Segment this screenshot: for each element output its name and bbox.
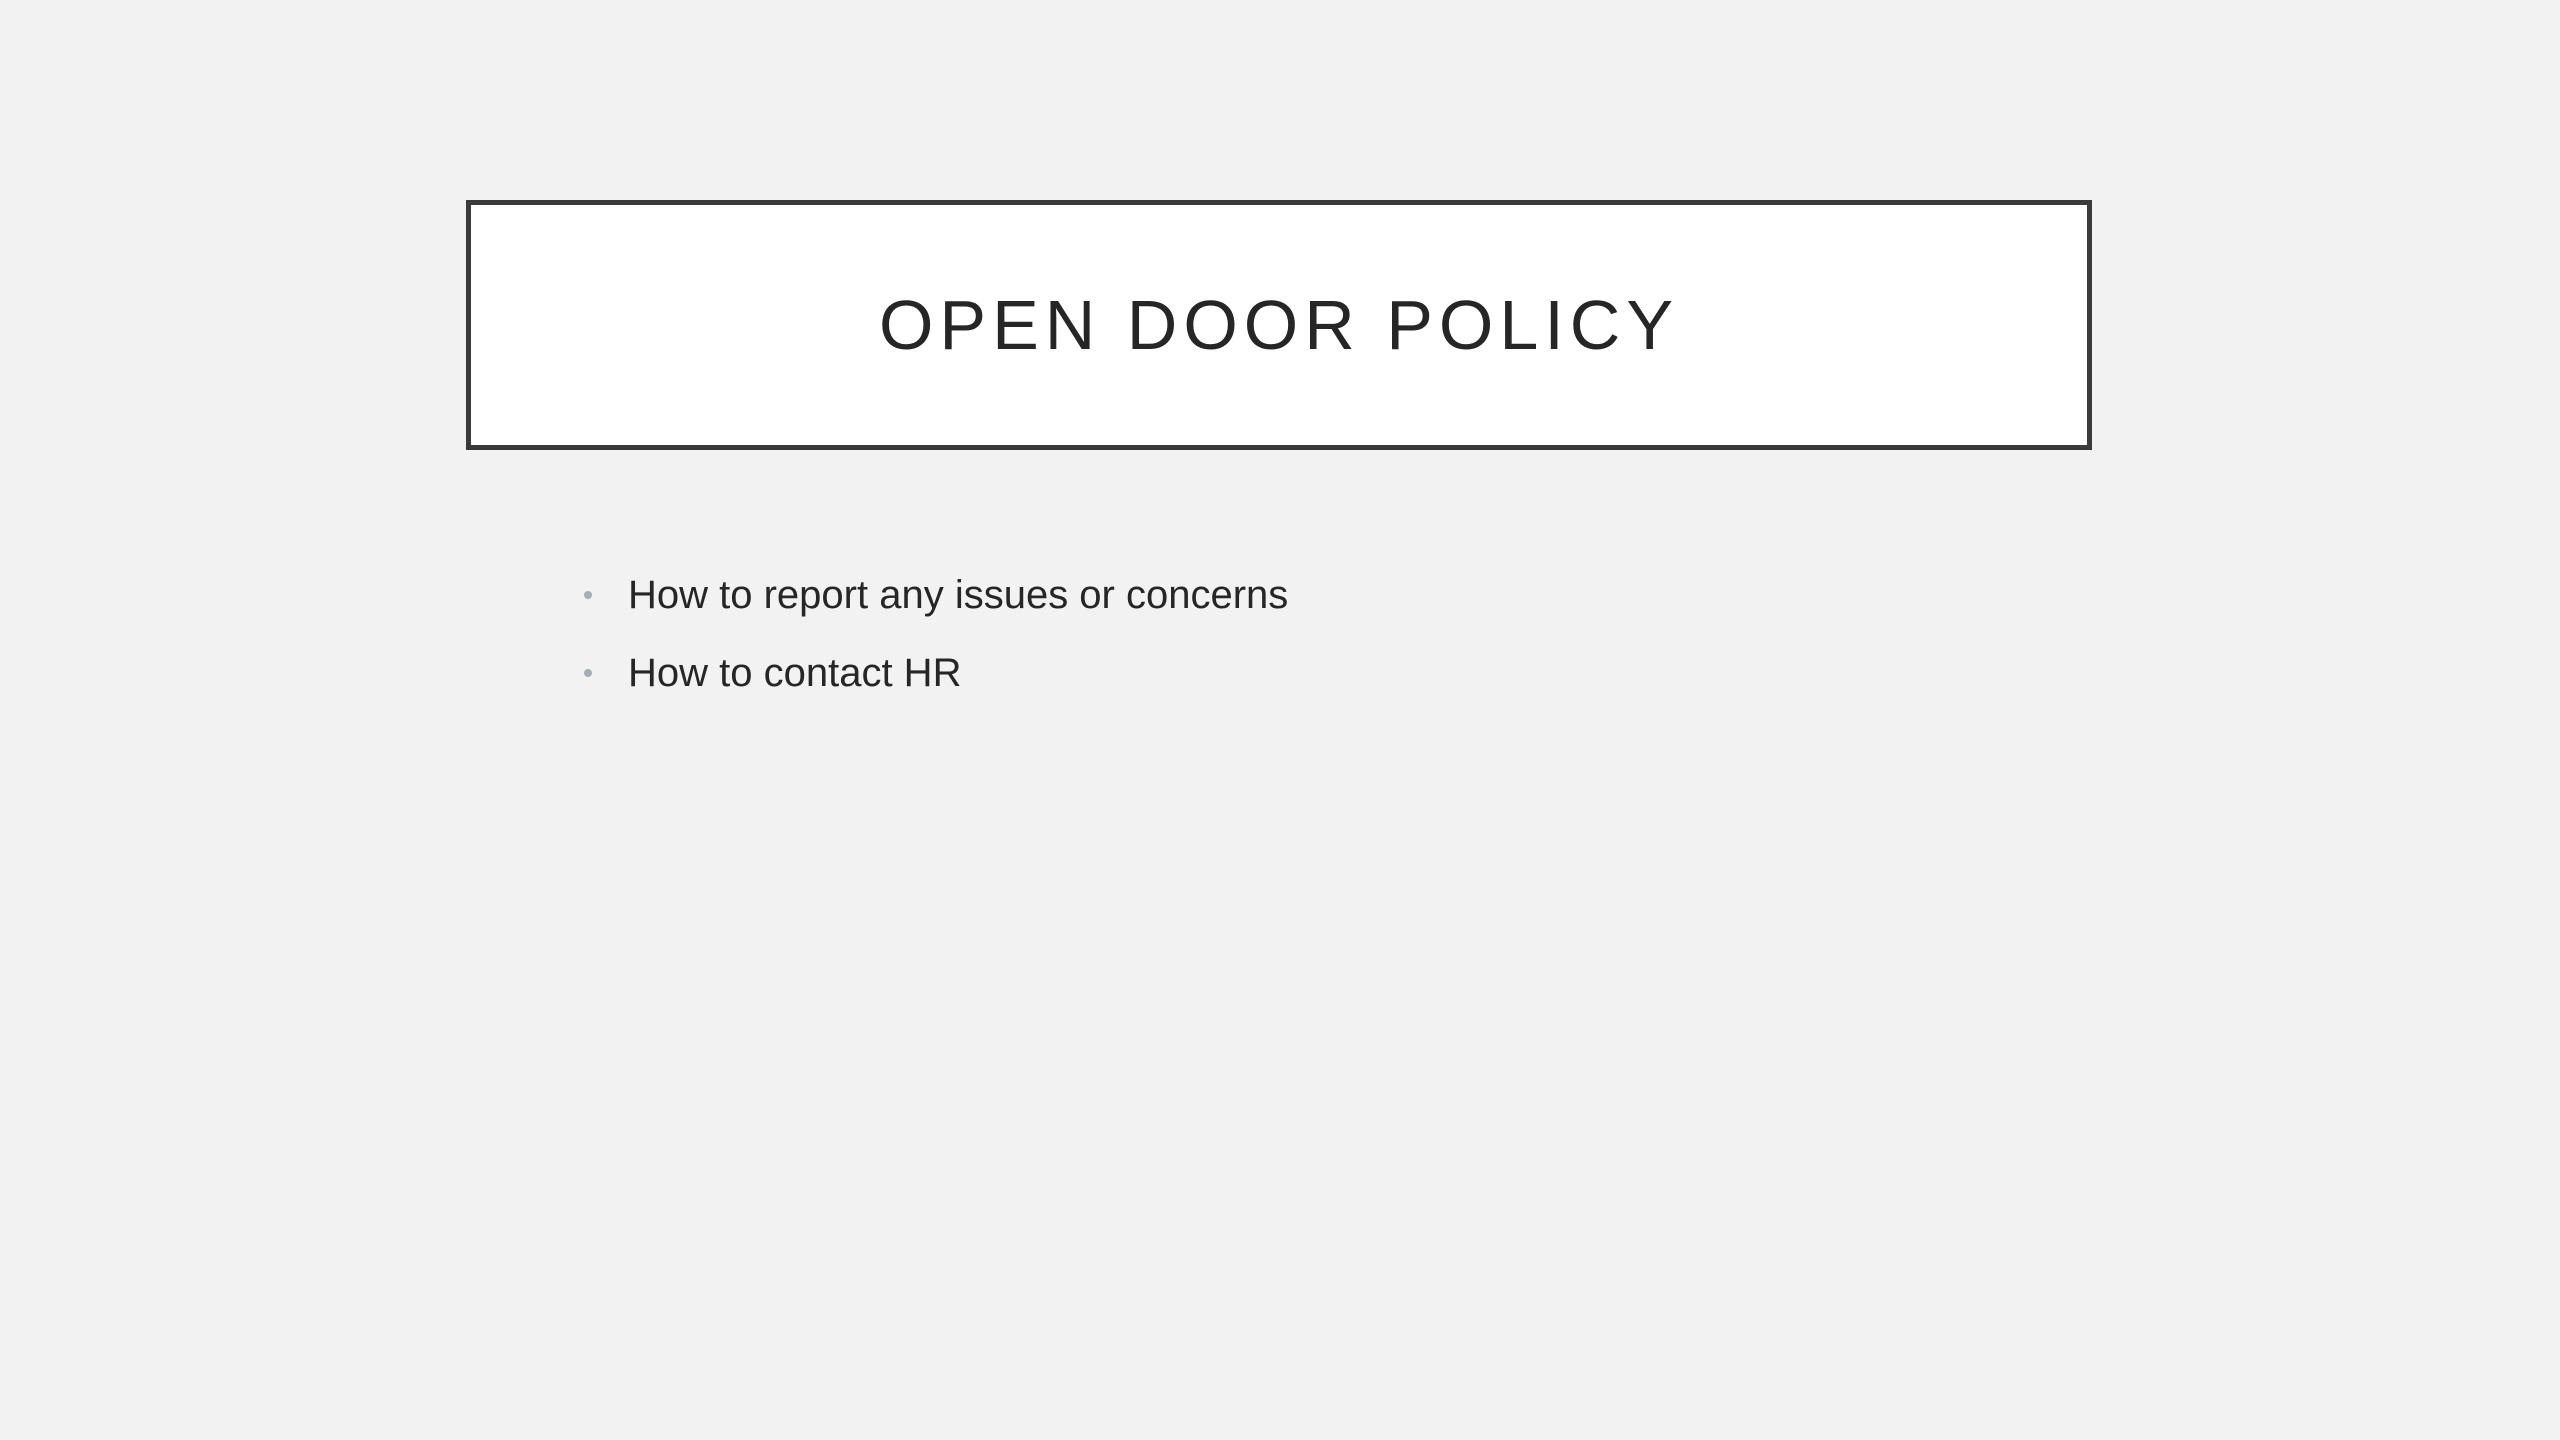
bullet-text: How to report any issues or concerns (628, 572, 1289, 617)
title-box (466, 200, 2092, 450)
bullet-list (580, 556, 1288, 712)
bullet-dot-icon (584, 591, 592, 599)
slide-title: OPEN DOOR POLICY (878, 286, 1680, 364)
bullet-dot-icon (584, 669, 592, 677)
bullet-item (580, 556, 1288, 634)
bullet-item (580, 634, 1288, 712)
bullet-text: How to contact HR (628, 650, 962, 695)
